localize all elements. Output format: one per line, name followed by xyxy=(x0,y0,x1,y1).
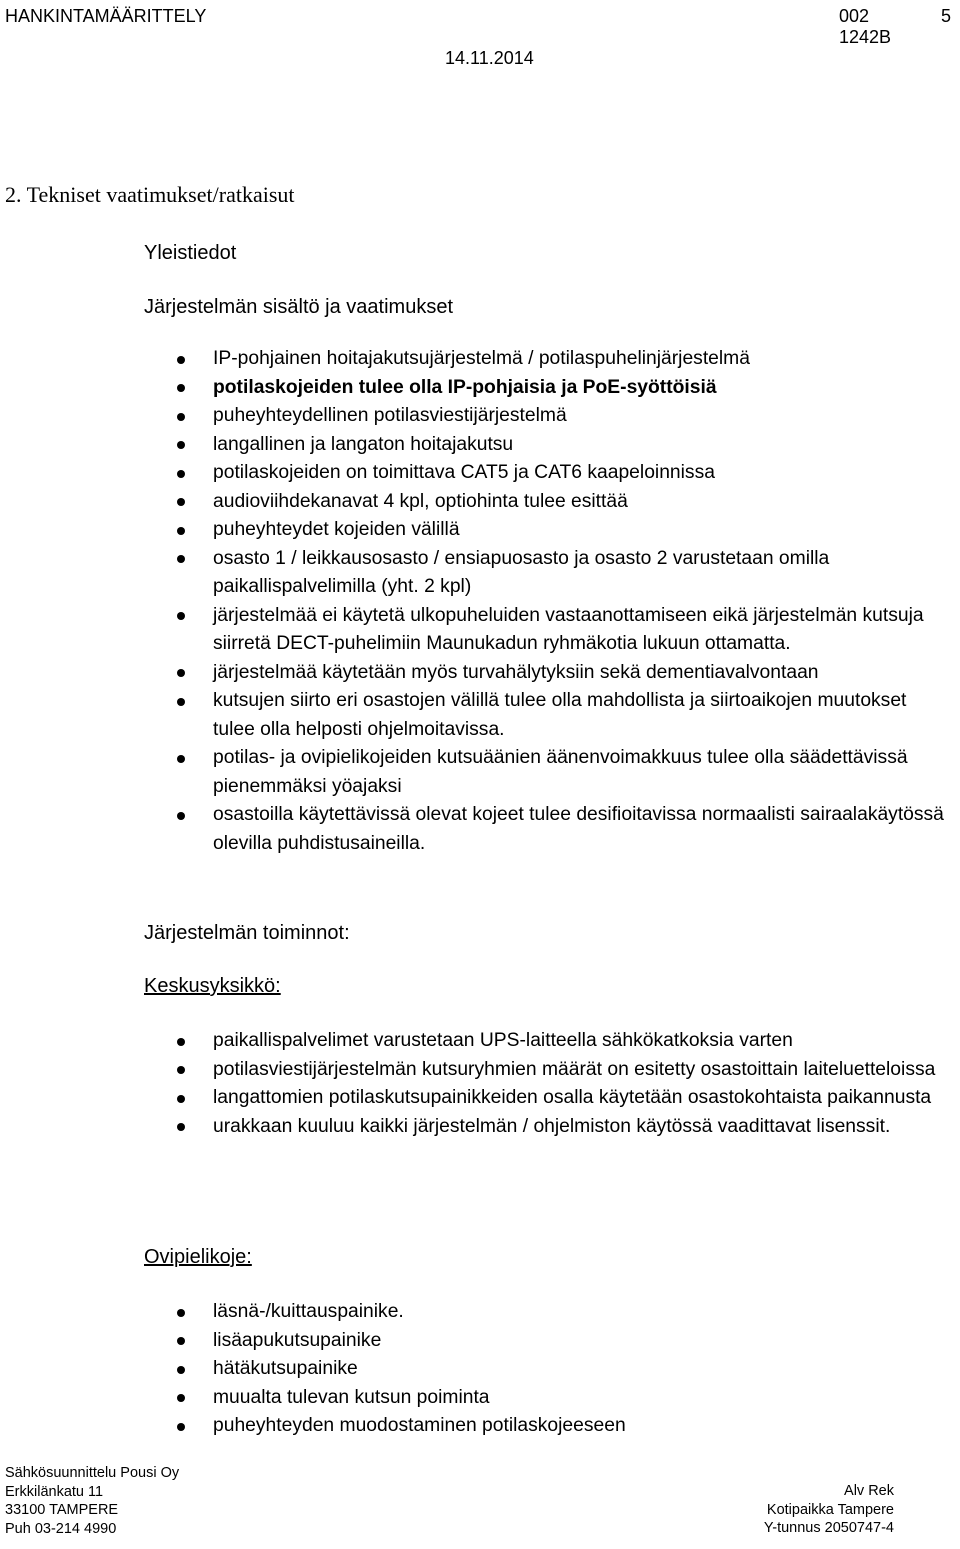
list-item: osastoilla käytettävissä olevat kojeet tulee desifioitavissa normaalisti sairaalakäytössä olevilla puhdistusaineilla. xyxy=(0,801,948,858)
bullet-icon xyxy=(177,1423,185,1431)
functions-heading: Järjestelmän toiminnot: xyxy=(144,922,350,944)
bullet-icon xyxy=(177,1366,185,1374)
list-item: langallinen ja langaton hoitajakutsu xyxy=(0,431,948,460)
document-type: HANKINTAMÄÄRITTELY xyxy=(5,6,207,26)
bullet-icon xyxy=(177,384,185,392)
bullet-icon xyxy=(177,441,185,449)
list-item: IP-pohjainen hoitajakutsujärjestelmä / potilaspuhelinjärjestelmä xyxy=(0,345,948,374)
list-item: potilaskojeiden tulee olla IP-pohjaisia ja PoE-syöttöisiä xyxy=(0,374,948,403)
bullet-icon xyxy=(177,527,185,535)
document-number: 002 xyxy=(839,6,870,26)
bullet-icon xyxy=(177,1309,185,1317)
bullet-icon xyxy=(177,1123,185,1131)
section-title: 2. Tekniset vaatimukset/ratkaisut xyxy=(5,182,295,207)
central-unit-heading: Keskusyksikkö: xyxy=(144,975,281,997)
list-item: potilasviestijärjestelmän kutsuryhmien määrät on esitetty osastoittain laiteluetteloissa xyxy=(0,1056,948,1085)
bullet-icon xyxy=(177,498,185,506)
bullet-icon xyxy=(177,1095,185,1103)
bullet-icon xyxy=(177,356,185,364)
requirements-list xyxy=(0,345,960,858)
list-item: läsnä-/kuittauspainike. xyxy=(0,1298,948,1327)
bullet-icon xyxy=(177,555,185,563)
footer-address xyxy=(5,1464,179,1538)
list-item: kutsujen siirto eri osastojen välillä tulee olla mahdollista ja siirtoaikojen muutokset tulee olla helposti ohjelmoitavissa. xyxy=(0,687,948,744)
list-item: hätäkutsupainike xyxy=(0,1355,948,1384)
footer-company: Sähkösuunnittelu Pousi Oy xyxy=(5,1465,180,1481)
footer-city: 33100 TAMPERE xyxy=(5,1502,119,1518)
list-item: järjestelmää käytetään myös turvahälytyksiin sekä dementiavalvontaan xyxy=(0,659,948,688)
list-item: paikallispalvelimet varustetaan UPS-laitteella sähkökatkoksia varten xyxy=(0,1027,948,1056)
list-item: puheyhteydet kojeiden välillä xyxy=(0,516,948,545)
bullet-icon xyxy=(177,612,185,620)
list-item: potilaskojeiden on toimittava CAT5 ja CAT6 kaapeloinnissa xyxy=(0,459,948,488)
bullet-icon xyxy=(177,1337,185,1345)
list-item: muualta tulevan kutsun poiminta xyxy=(0,1384,948,1413)
document-code: 1242B xyxy=(839,27,892,47)
bullet-icon xyxy=(177,1066,185,1074)
footer-domicile: Kotipaikka Tampere xyxy=(766,1501,894,1518)
bullet-icon xyxy=(177,470,185,478)
page-number: 5 xyxy=(941,6,952,26)
list-item: puheyhteydellinen potilasviestijärjestelmä xyxy=(0,402,948,431)
central-unit-list xyxy=(0,1027,960,1141)
bullet-icon xyxy=(177,1394,185,1402)
bullet-icon xyxy=(177,698,185,706)
door-unit-heading: Ovipielikoje: xyxy=(144,1246,252,1268)
bullet-icon xyxy=(177,1038,185,1046)
bullet-icon xyxy=(177,812,185,820)
list-item: audioviihdekanavat 4 kpl, optiohinta tulee esittää xyxy=(0,488,948,517)
document-date: 14.11.2014 xyxy=(445,48,534,68)
footer-registration xyxy=(764,1482,894,1538)
list-item: urakkaan kuuluu kaikki järjestelmän / ohjelmiston käytössä vaadittavat lisenssit. xyxy=(0,1113,948,1142)
list-item: langattomien potilaskutsupainikkeiden osalla käytetään osastokohtaista paikannusta xyxy=(0,1084,948,1113)
list-item: järjestelmää ei käytetä ulkopuheluiden vastaanottamiseen eikä järjestelmän kutsuja siirretä DECT-puhelimiin Maunukadun ryhmäkotia lukuun ottamatta. xyxy=(0,602,948,659)
footer-phone: Puh 03-214 4990 xyxy=(5,1520,117,1537)
bullet-icon xyxy=(177,755,185,763)
bullet-icon xyxy=(177,413,185,421)
list-item: potilas- ja ovipielikojeiden kutsuäänien äänenvoimakkuus tulee olla säädettävissä pienemmäksi yöajaksi xyxy=(0,744,948,801)
footer-business-id: Y-tunnus 2050747-4 xyxy=(763,1520,894,1536)
footer-vat: Alv Rek xyxy=(844,1483,894,1499)
list-item: osasto 1 / leikkausosasto / ensiapuosasto ja osasto 2 varustetaan omilla paikallispalvelimilla (yht. 2 kpl) xyxy=(0,545,948,602)
bullet-icon xyxy=(177,669,185,677)
door-unit-list xyxy=(0,1298,960,1441)
general-heading: Yleistiedot xyxy=(144,242,237,264)
list-item: puheyhteyden muodostaminen potilaskojeeseen xyxy=(0,1412,948,1441)
requirements-heading: Järjestelmän sisältö ja vaatimukset xyxy=(144,296,454,318)
list-item: lisäapukutsupainike xyxy=(0,1327,948,1356)
footer-street: Erkkilänkatu 11 xyxy=(5,1483,104,1500)
